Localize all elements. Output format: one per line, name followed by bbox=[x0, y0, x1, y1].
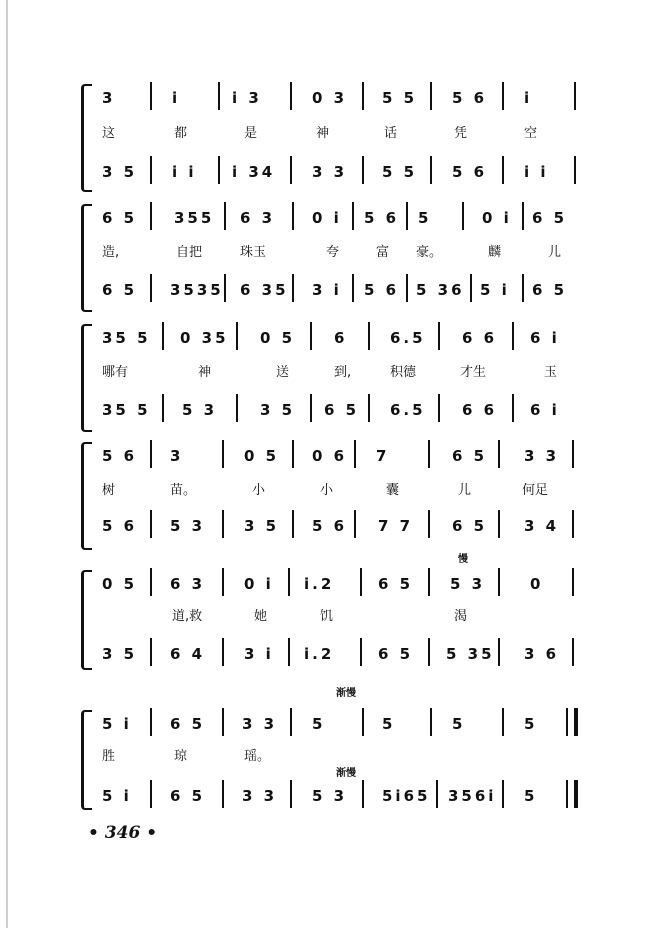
barline bbox=[368, 394, 370, 422]
barline bbox=[288, 638, 290, 666]
melody-line bbox=[84, 444, 584, 468]
melody-line bbox=[84, 206, 584, 230]
harmony-note: 5 35 bbox=[446, 645, 495, 663]
barline bbox=[224, 274, 226, 302]
lyric: 哪有 bbox=[102, 365, 129, 380]
barline bbox=[436, 780, 438, 808]
barline bbox=[236, 394, 238, 422]
harmony-line bbox=[84, 784, 584, 808]
lyrics-line bbox=[84, 746, 584, 768]
harmony-note: 6 6 bbox=[462, 401, 498, 419]
lyric: 自把 bbox=[176, 245, 203, 260]
barline bbox=[406, 274, 408, 302]
lyric: 话 bbox=[384, 126, 398, 141]
barline bbox=[512, 394, 514, 422]
barline bbox=[222, 568, 224, 596]
barline bbox=[572, 510, 574, 538]
lyric: 儿 bbox=[458, 483, 472, 498]
harmony-note: 5 6 bbox=[102, 517, 138, 535]
barline bbox=[574, 82, 576, 110]
melody-note: 3 3 bbox=[242, 715, 278, 733]
barline bbox=[292, 202, 294, 230]
melody-note: 6 i bbox=[530, 329, 560, 347]
lyric: 瑶。 bbox=[244, 749, 271, 764]
lyric: 胜 bbox=[102, 749, 116, 764]
melody-note: 0 i bbox=[312, 209, 342, 227]
barline bbox=[310, 322, 312, 350]
harmony-note: 3 6 bbox=[524, 645, 560, 663]
lyric: 夸 bbox=[326, 245, 340, 260]
barline bbox=[498, 638, 500, 666]
lyric: 何足 bbox=[522, 483, 549, 498]
harmony-note: 5 6 bbox=[452, 163, 488, 181]
harmony-note: 356i bbox=[448, 787, 497, 805]
melody-note: 3 bbox=[102, 89, 116, 107]
lyric: 苗。 bbox=[170, 483, 197, 498]
barline bbox=[502, 156, 504, 184]
barline bbox=[292, 510, 294, 538]
lyric: 到, bbox=[334, 365, 352, 380]
barline bbox=[222, 780, 224, 808]
barline bbox=[292, 440, 294, 468]
harmony-note: 6 4 bbox=[170, 645, 206, 663]
harmony-line bbox=[84, 160, 584, 184]
barline bbox=[222, 510, 224, 538]
lyrics-line bbox=[84, 242, 584, 264]
melody-note: 0 35 bbox=[180, 329, 229, 347]
harmony-note: 6 5 bbox=[378, 645, 414, 663]
melody-note: 0 5 bbox=[102, 575, 138, 593]
melody-note: 6 bbox=[334, 329, 348, 347]
barline bbox=[522, 202, 524, 230]
barline bbox=[566, 780, 568, 808]
barline bbox=[360, 568, 362, 596]
melody-note: 3 3 bbox=[524, 447, 560, 465]
harmony-note: 3 5 bbox=[244, 517, 280, 535]
barline bbox=[502, 82, 504, 110]
harmony-line bbox=[84, 278, 584, 302]
melody-note: 5 6 bbox=[452, 89, 488, 107]
harmony-note: 6.5 bbox=[390, 401, 426, 419]
barline bbox=[438, 322, 440, 350]
barline bbox=[498, 440, 500, 468]
lyrics-line bbox=[84, 480, 584, 502]
barline bbox=[150, 780, 152, 808]
barline bbox=[150, 156, 152, 184]
harmony-line bbox=[84, 398, 584, 422]
harmony-note: i.2 bbox=[304, 645, 335, 663]
score-system-1 bbox=[84, 86, 584, 196]
barline bbox=[438, 394, 440, 422]
barline bbox=[150, 82, 152, 110]
harmony-note: 5 3 bbox=[170, 517, 206, 535]
melody-note: 5 bbox=[312, 715, 326, 733]
lyric: 空 bbox=[524, 126, 538, 141]
lyric: 儿 bbox=[548, 245, 562, 260]
harmony-note: 7 7 bbox=[378, 517, 414, 535]
lyric: 树 bbox=[102, 483, 116, 498]
barline bbox=[352, 274, 354, 302]
barline bbox=[362, 156, 364, 184]
melody-note: 5 6 bbox=[364, 209, 400, 227]
barline bbox=[572, 638, 574, 666]
barline bbox=[430, 156, 432, 184]
score-system-4 bbox=[84, 444, 584, 554]
barline bbox=[150, 708, 152, 736]
tempo-marking: 慢 bbox=[458, 554, 468, 565]
melody-note: 0 3 bbox=[312, 89, 348, 107]
melody-note: 5 bbox=[382, 715, 396, 733]
lyric: 渴 bbox=[454, 609, 468, 624]
barline bbox=[150, 638, 152, 666]
harmony-note: 5 6 bbox=[312, 517, 348, 535]
barline bbox=[352, 202, 354, 230]
melody-note: 0 5 bbox=[244, 447, 280, 465]
harmony-note: 5 i bbox=[480, 281, 510, 299]
barline bbox=[218, 156, 220, 184]
barline bbox=[354, 510, 356, 538]
lyric: 神 bbox=[198, 365, 212, 380]
final-barline bbox=[574, 708, 578, 736]
melody-note: 0 bbox=[530, 575, 544, 593]
melody-note: 6 5 bbox=[452, 447, 488, 465]
melody-note: 3 bbox=[170, 447, 184, 465]
melody-note: 355 bbox=[174, 209, 215, 227]
barline bbox=[498, 568, 500, 596]
harmony-note: 5i65 bbox=[382, 787, 431, 805]
harmony-note: 6 5 bbox=[532, 281, 568, 299]
barline bbox=[150, 274, 152, 302]
lyric: 她 bbox=[254, 609, 268, 624]
harmony-note: 5 36 bbox=[416, 281, 465, 299]
melody-note: 5 i bbox=[102, 715, 132, 733]
melody-note: i.2 bbox=[304, 575, 335, 593]
barline bbox=[218, 82, 220, 110]
melody-note: 35 5 bbox=[102, 329, 151, 347]
harmony-note: 6 5 bbox=[452, 517, 488, 535]
barline bbox=[462, 202, 464, 230]
harmony-note: 3 i bbox=[312, 281, 342, 299]
melody-line bbox=[84, 712, 584, 736]
barline bbox=[150, 568, 152, 596]
harmony-note: 3 5 bbox=[102, 645, 138, 663]
lyric: 道,救 bbox=[172, 609, 203, 624]
melody-note: 6 5 bbox=[170, 715, 206, 733]
lyric: 这 bbox=[102, 126, 116, 141]
barline bbox=[502, 780, 504, 808]
melody-note: 5 bbox=[418, 209, 432, 227]
barline bbox=[512, 322, 514, 350]
score-system-3 bbox=[84, 326, 584, 436]
lyric: 凭 bbox=[454, 126, 468, 141]
lyrics-line bbox=[84, 606, 584, 628]
melody-note: 0 i bbox=[482, 209, 512, 227]
barline bbox=[222, 638, 224, 666]
melody-line bbox=[84, 86, 584, 110]
lyric: 小 bbox=[252, 483, 266, 498]
tempo-marking: 渐慢 bbox=[336, 688, 356, 699]
harmony-note: 3 5 bbox=[260, 401, 296, 419]
harmony-note: 6 5 bbox=[170, 787, 206, 805]
harmony-note: 5 3 bbox=[312, 787, 348, 805]
barline bbox=[354, 440, 356, 468]
score-system-2 bbox=[84, 206, 584, 316]
melody-note: 5 3 bbox=[450, 575, 486, 593]
melody-note: 6 5 bbox=[532, 209, 568, 227]
lyrics-line bbox=[84, 362, 584, 384]
barline bbox=[150, 510, 152, 538]
harmony-line bbox=[84, 642, 584, 666]
harmony-note: 3 4 bbox=[524, 517, 560, 535]
lyric: 是 bbox=[244, 126, 258, 141]
barline bbox=[430, 708, 432, 736]
melody-note: 0 5 bbox=[260, 329, 296, 347]
tempo-marking: 渐慢 bbox=[336, 768, 356, 779]
lyric: 富 bbox=[376, 245, 390, 260]
harmony-note: 5 6 bbox=[364, 281, 400, 299]
barline bbox=[150, 440, 152, 468]
melody-line bbox=[84, 572, 584, 596]
melody-line bbox=[84, 326, 584, 350]
barline bbox=[522, 274, 524, 302]
harmony-note: i i bbox=[172, 163, 197, 181]
melody-note: i 3 bbox=[232, 89, 262, 107]
lyric: 神 bbox=[316, 126, 330, 141]
melody-note: 5 bbox=[452, 715, 466, 733]
barline bbox=[236, 322, 238, 350]
barline bbox=[406, 202, 408, 230]
barline bbox=[430, 82, 432, 110]
lyrics-line bbox=[84, 123, 584, 145]
barline bbox=[288, 568, 290, 596]
score-system-6 bbox=[84, 688, 584, 812]
lyric: 饥 bbox=[320, 609, 334, 624]
barline bbox=[572, 440, 574, 468]
harmony-note: 5 5 bbox=[382, 163, 418, 181]
barline bbox=[572, 568, 574, 596]
melody-note: 7 bbox=[376, 447, 390, 465]
harmony-note: i 34 bbox=[232, 163, 276, 181]
melody-note: i bbox=[524, 89, 533, 107]
barline bbox=[290, 82, 292, 110]
lyric: 才生 bbox=[460, 365, 487, 380]
barline bbox=[574, 156, 576, 184]
score-system-5 bbox=[84, 554, 584, 672]
final-barline bbox=[574, 780, 578, 808]
harmony-note: 6 5 bbox=[324, 401, 360, 419]
harmony-note: 3 3 bbox=[312, 163, 348, 181]
barline bbox=[360, 638, 362, 666]
barline bbox=[162, 394, 164, 422]
harmony-note: 3 i bbox=[244, 645, 274, 663]
barline bbox=[428, 568, 430, 596]
lyric: 玉 bbox=[544, 365, 558, 380]
lyric: 琼 bbox=[174, 749, 188, 764]
page-spine bbox=[6, 0, 8, 928]
melody-note: i bbox=[172, 89, 181, 107]
melody-note: 0 i bbox=[244, 575, 274, 593]
harmony-note: 3 3 bbox=[242, 787, 278, 805]
melody-note: 5 6 bbox=[102, 447, 138, 465]
barline bbox=[428, 510, 430, 538]
lyric: 积德 bbox=[390, 365, 417, 380]
melody-note: 6.5 bbox=[390, 329, 426, 347]
barline bbox=[222, 708, 224, 736]
melody-note: 6 5 bbox=[102, 209, 138, 227]
harmony-note: i i bbox=[524, 163, 549, 181]
melody-note: 6 3 bbox=[170, 575, 206, 593]
barline bbox=[368, 322, 370, 350]
lyric: 珠玉 bbox=[240, 245, 267, 260]
harmony-note: 5 i bbox=[102, 787, 132, 805]
lyric: 麟 bbox=[488, 245, 502, 260]
page-number: • 346 • bbox=[88, 823, 158, 843]
harmony-note: 3 5 bbox=[102, 163, 138, 181]
harmony-note: 6 i bbox=[530, 401, 560, 419]
barline bbox=[224, 202, 226, 230]
barline bbox=[428, 440, 430, 468]
barline bbox=[566, 708, 568, 736]
barline bbox=[162, 322, 164, 350]
melody-note: 5 5 bbox=[382, 89, 418, 107]
lyric: 都 bbox=[174, 126, 188, 141]
melody-note: 6 6 bbox=[462, 329, 498, 347]
barline bbox=[428, 638, 430, 666]
barline bbox=[502, 708, 504, 736]
barline bbox=[222, 440, 224, 468]
barline bbox=[290, 780, 292, 808]
harmony-line bbox=[84, 514, 584, 538]
barline bbox=[362, 82, 364, 110]
barline bbox=[290, 708, 292, 736]
harmony-note: 6 5 bbox=[102, 281, 138, 299]
harmony-note: 6 35 bbox=[240, 281, 289, 299]
lyric: 囊 bbox=[386, 483, 400, 498]
barline bbox=[362, 708, 364, 736]
melody-note: 5 bbox=[524, 715, 538, 733]
harmony-note: 5 bbox=[524, 787, 538, 805]
barline bbox=[290, 156, 292, 184]
barline bbox=[498, 510, 500, 538]
barline bbox=[150, 202, 152, 230]
harmony-note: 3535 bbox=[170, 281, 224, 299]
barline bbox=[470, 274, 472, 302]
lyric: 豪。 bbox=[416, 245, 443, 260]
lyric: 小 bbox=[320, 483, 334, 498]
barline bbox=[310, 394, 312, 422]
melody-note: 6 5 bbox=[378, 575, 414, 593]
harmony-note: 35 5 bbox=[102, 401, 151, 419]
melody-note: 6 3 bbox=[240, 209, 276, 227]
harmony-note: 5 3 bbox=[182, 401, 218, 419]
melody-note: 0 6 bbox=[312, 447, 348, 465]
barline bbox=[362, 780, 364, 808]
barline bbox=[292, 274, 294, 302]
lyric: 送 bbox=[276, 365, 290, 380]
lyric: 造, bbox=[102, 245, 120, 260]
